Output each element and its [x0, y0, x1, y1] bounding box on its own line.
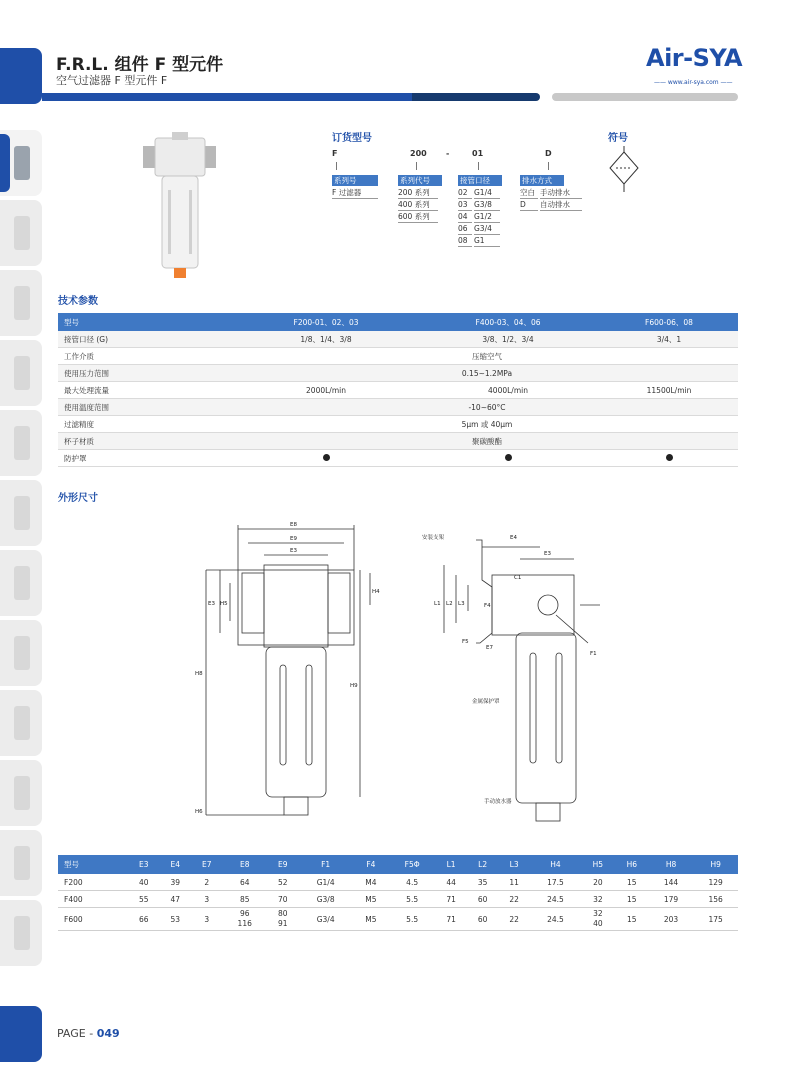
tech-cell [600, 450, 738, 467]
dim-header-cell: E9 [267, 855, 299, 874]
block-icon [14, 496, 30, 530]
dim-header-cell: L3 [498, 855, 530, 874]
tech-cell: 4000L/min [416, 382, 600, 399]
dim-cell: G1/4 [299, 874, 353, 891]
dim-cell: 44 [435, 874, 467, 891]
gripper-icon [14, 916, 30, 950]
header-bar-gray [552, 93, 738, 101]
dim-cell: 20 [581, 874, 615, 891]
tech-cell: 3/8、1/2、3/4 [416, 331, 600, 348]
page-prefix: PAGE - [57, 1027, 97, 1040]
tech-header-cell: F200-01、02、03 [236, 313, 416, 331]
dim-header-cell: F1 [299, 855, 353, 874]
sidebar-item-9[interactable] [0, 690, 42, 756]
dim-cell: M5 [353, 908, 389, 931]
dim-cell: 71 [435, 891, 467, 908]
header-bar-blue [42, 93, 412, 101]
order-cell: 自动排水 [540, 199, 582, 211]
sidebar-item-11[interactable] [0, 830, 42, 896]
dim-cell: 2 [191, 874, 222, 891]
filter-symbol-icon [604, 146, 644, 194]
dim-cell: 40 [128, 874, 160, 891]
dim-cell: M5 [353, 891, 389, 908]
dim-cell: 32 [581, 891, 615, 908]
order-code-drain: D [545, 149, 552, 158]
order-cell: 手动排水 [540, 187, 582, 199]
fitting-icon [14, 356, 30, 390]
dim-cell: 5.5 [389, 908, 435, 931]
page-number [57, 1027, 120, 1040]
dim-cell: 70 [267, 891, 299, 908]
dim-cell: 203 [649, 908, 694, 931]
valve-icon [14, 426, 30, 460]
order-tick [478, 162, 479, 170]
dim-row-label: F600 [58, 908, 128, 931]
order-group-head: 排水方式 [520, 175, 564, 186]
dim-cell: 175 [693, 908, 738, 931]
order-tick [416, 162, 417, 170]
tech-header-cell: 型号 [58, 313, 236, 331]
order-cell: 空白 [520, 187, 538, 199]
dim-cell: 129 [693, 874, 738, 891]
sidebar-item-4[interactable] [0, 340, 42, 406]
dim-cell [267, 908, 299, 931]
dim-cell-line: 40 [593, 919, 603, 928]
symbol-title: 符号 [608, 133, 628, 144]
dim-cell: 144 [649, 874, 694, 891]
dim-cell: 71 [435, 908, 467, 931]
dim-header-cell: E8 [222, 855, 267, 874]
dim-header-cell: H6 [615, 855, 649, 874]
tech-cell: 0.15~1.2MPa [236, 365, 738, 382]
dim-header-cell: E7 [191, 855, 222, 874]
dimensions-title: 外形尺寸 [58, 493, 98, 504]
dim-cell: 179 [649, 891, 694, 908]
page-number-value: 049 [96, 1027, 120, 1040]
dim-cell: 22 [498, 891, 530, 908]
tech-cell: 聚碳酸酯 [236, 433, 738, 450]
dim-cell-line: 96 [239, 909, 250, 918]
dim-cell-line: 91 [277, 919, 288, 928]
tech-cell [236, 450, 416, 467]
order-cell: 03 [458, 199, 472, 211]
order-cell: 02 [458, 187, 472, 199]
table-row [58, 908, 738, 931]
tech-row-label: 工作介质 [58, 348, 236, 365]
dim-cell: 64 [222, 874, 267, 891]
dim-header-cell: E4 [160, 855, 192, 874]
order-cell: G1/4 [474, 187, 500, 199]
tech-header-cell: F400-03、04、06 [416, 313, 600, 331]
order-cell: D [520, 199, 538, 211]
page-title: F.R.L. 组件 F 型元件 [56, 55, 224, 75]
tech-cell: 11500L/min [600, 382, 738, 399]
switch-icon [14, 776, 30, 810]
dim-cell: 85 [222, 891, 267, 908]
dim-label-H5: H5 [220, 601, 228, 607]
tech-cell: 1/8、1/4、3/8 [236, 331, 416, 348]
dim-cell: 66 [128, 908, 160, 931]
dim-cell: 39 [160, 874, 192, 891]
unit-icon [14, 636, 30, 670]
tech-cell: 5μm 或 40μm [236, 416, 738, 433]
dim-cell: 15 [615, 891, 649, 908]
order-cell: F 过滤器 [332, 187, 378, 199]
tech-row-label: 使用温度范围 [58, 399, 236, 416]
dim-cell: 35 [467, 874, 499, 891]
dim-cell-line: 116 [237, 919, 252, 928]
pump-icon [14, 566, 30, 600]
tech-table [58, 313, 738, 467]
order-group-head: 接管口径 [458, 175, 502, 186]
dim-row-label: F400 [58, 891, 128, 908]
dim-cell: 4.5 [389, 874, 435, 891]
order-cell: 08 [458, 235, 472, 247]
sidebar-item-2[interactable] [0, 200, 42, 266]
available-dot-icon [666, 454, 673, 461]
sidebar-active-marker [0, 134, 10, 192]
tech-cell: 3/4、1 [600, 331, 738, 348]
table-row [58, 891, 738, 908]
order-code-size: 200 [410, 149, 427, 158]
dim-label-E4: E4 [510, 535, 517, 541]
sidebar-item-6[interactable] [0, 480, 42, 546]
available-dot-icon [323, 454, 330, 461]
dim-label-E3-side: E3 [208, 601, 215, 607]
filter-icon [14, 146, 30, 180]
sidebar-item-3[interactable] [0, 270, 42, 336]
order-cell: G3/8 [474, 199, 500, 211]
tech-cell: 压缩空气 [236, 348, 738, 365]
tech-header-cell: F600-06、08 [600, 313, 738, 331]
order-cell: G3/4 [474, 223, 500, 235]
dim-cell: 5.5 [389, 891, 435, 908]
dim-cell: 60 [467, 891, 499, 908]
dim-header-cell: 型号 [58, 855, 128, 874]
side-view-drawing [420, 525, 620, 825]
dim-cell: 22 [498, 908, 530, 931]
tech-row-label: 使用压力范围 [58, 365, 236, 382]
dimension-table-body [58, 874, 738, 931]
footer-tab [0, 1006, 42, 1062]
sidebar-item-10[interactable] [0, 760, 42, 826]
dim-label-E8: E8 [290, 522, 297, 528]
dim-label-L1: L1 [434, 601, 441, 607]
dim-cell: 11 [498, 874, 530, 891]
tech-row-label: 最大处理流量 [58, 382, 236, 399]
dim-header-cell: L1 [435, 855, 467, 874]
order-tick [548, 162, 549, 170]
regulator-icon [14, 286, 30, 320]
dim-header-cell: H9 [693, 855, 738, 874]
order-cell: 400 系列 [398, 199, 438, 211]
sidebar-item-7[interactable] [0, 550, 42, 616]
dim-label-H9: H9 [350, 683, 358, 689]
order-cell: 200 系列 [398, 187, 438, 199]
dim-cell-line: 80 [277, 909, 288, 918]
dim-cell: G3/4 [299, 908, 353, 931]
dim-note-drain: 手动放水器 [484, 799, 512, 805]
dim-cell: 3 [191, 891, 222, 908]
sidebar-item-5[interactable] [0, 410, 42, 476]
dim-cell: 24.5 [530, 908, 581, 931]
dim-label-C1: C1 [514, 575, 522, 581]
product-image [140, 130, 220, 280]
dim-header-cell: H8 [649, 855, 694, 874]
dim-cell: 60 [467, 908, 499, 931]
brand-logo: Air-SYA [646, 44, 743, 72]
tech-row-label: 接管口径 (G) [58, 331, 236, 348]
tech-cell: 2000L/min [236, 382, 416, 399]
dim-cell [581, 908, 615, 931]
cylinder-icon [14, 216, 30, 250]
dim-cell-line: 32 [593, 909, 603, 918]
dim-cell: 55 [128, 891, 160, 908]
dim-header-cell: E3 [128, 855, 160, 874]
dim-cell: 15 [615, 874, 649, 891]
dim-label-F4: F4 [484, 603, 491, 609]
dim-cell: 53 [160, 908, 192, 931]
order-cell: G1/2 [474, 211, 500, 223]
order-tick [336, 162, 337, 170]
dim-label-L2: L2 [446, 601, 453, 607]
dim-cell: 52 [267, 874, 299, 891]
front-view-drawing [190, 515, 390, 825]
dim-header-cell: H4 [530, 855, 581, 874]
order-group-head: 系列号 [332, 175, 378, 186]
tech-title: 技术参数 [58, 296, 98, 307]
dim-cell: 47 [160, 891, 192, 908]
dim-header-cell: F4 [353, 855, 389, 874]
dim-label-H6: H6 [195, 809, 203, 815]
dim-label-E3-right: E3 [544, 551, 551, 557]
tech-cell [416, 450, 600, 467]
header-bar-dark [412, 93, 540, 101]
dim-cell: M4 [353, 874, 389, 891]
table-row [58, 874, 738, 891]
dim-label-H8: H8 [195, 671, 203, 677]
dim-cell [222, 908, 267, 931]
dim-header-cell: L2 [467, 855, 499, 874]
dim-cell: 156 [693, 891, 738, 908]
page-subtitle: 空气过滤器 F 型元件 F [56, 74, 168, 87]
dim-row-label: F200 [58, 874, 128, 891]
silencer-icon [14, 846, 30, 880]
dim-cell: G3/8 [299, 891, 353, 908]
tech-cell: -10~60°C [236, 399, 738, 416]
available-dot-icon [505, 454, 512, 461]
dim-label-E7: E7 [486, 645, 493, 651]
order-cell: G1 [474, 235, 500, 247]
dim-note-bracket: 安装支架 [422, 535, 445, 541]
dim-cell: 3 [191, 908, 222, 931]
tech-row-label: 杯子材质 [58, 433, 236, 450]
dim-cell: 15 [615, 908, 649, 931]
manifold-icon [14, 706, 30, 740]
tech-row-label: 过滤精度 [58, 416, 236, 433]
dim-header-cell: F5Φ [389, 855, 435, 874]
order-code-series: F [332, 149, 338, 158]
order-cell: 04 [458, 211, 472, 223]
order-code-port: 01 [472, 149, 484, 158]
dim-cell: 17.5 [530, 874, 581, 891]
order-title: 订货型号 [332, 133, 372, 144]
dim-header-cell: H5 [581, 855, 615, 874]
sidebar-item-8[interactable] [0, 620, 42, 686]
order-cell: 06 [458, 223, 472, 235]
dimension-table [58, 855, 738, 931]
tech-row-label: 防护罩 [58, 450, 236, 467]
dim-cell: 24.5 [530, 891, 581, 908]
order-group-head: 系列代号 [398, 175, 442, 186]
dim-label-F1: F1 [590, 651, 597, 657]
header-tab [0, 48, 42, 104]
dim-label-E9: E9 [290, 536, 297, 542]
sidebar-item-12[interactable] [0, 900, 42, 966]
dim-label-H4: H4 [372, 589, 380, 595]
dim-label-F5: F5 [462, 639, 469, 645]
brand-url: —— www.air-sya.com —— [654, 79, 733, 86]
order-code-dash: - [446, 149, 450, 158]
dim-note-guard: 金属保护罩 [472, 699, 500, 705]
order-cell: 600 系列 [398, 211, 438, 223]
dim-label-E3: E3 [290, 548, 297, 554]
dim-label-L3: L3 [458, 601, 465, 607]
